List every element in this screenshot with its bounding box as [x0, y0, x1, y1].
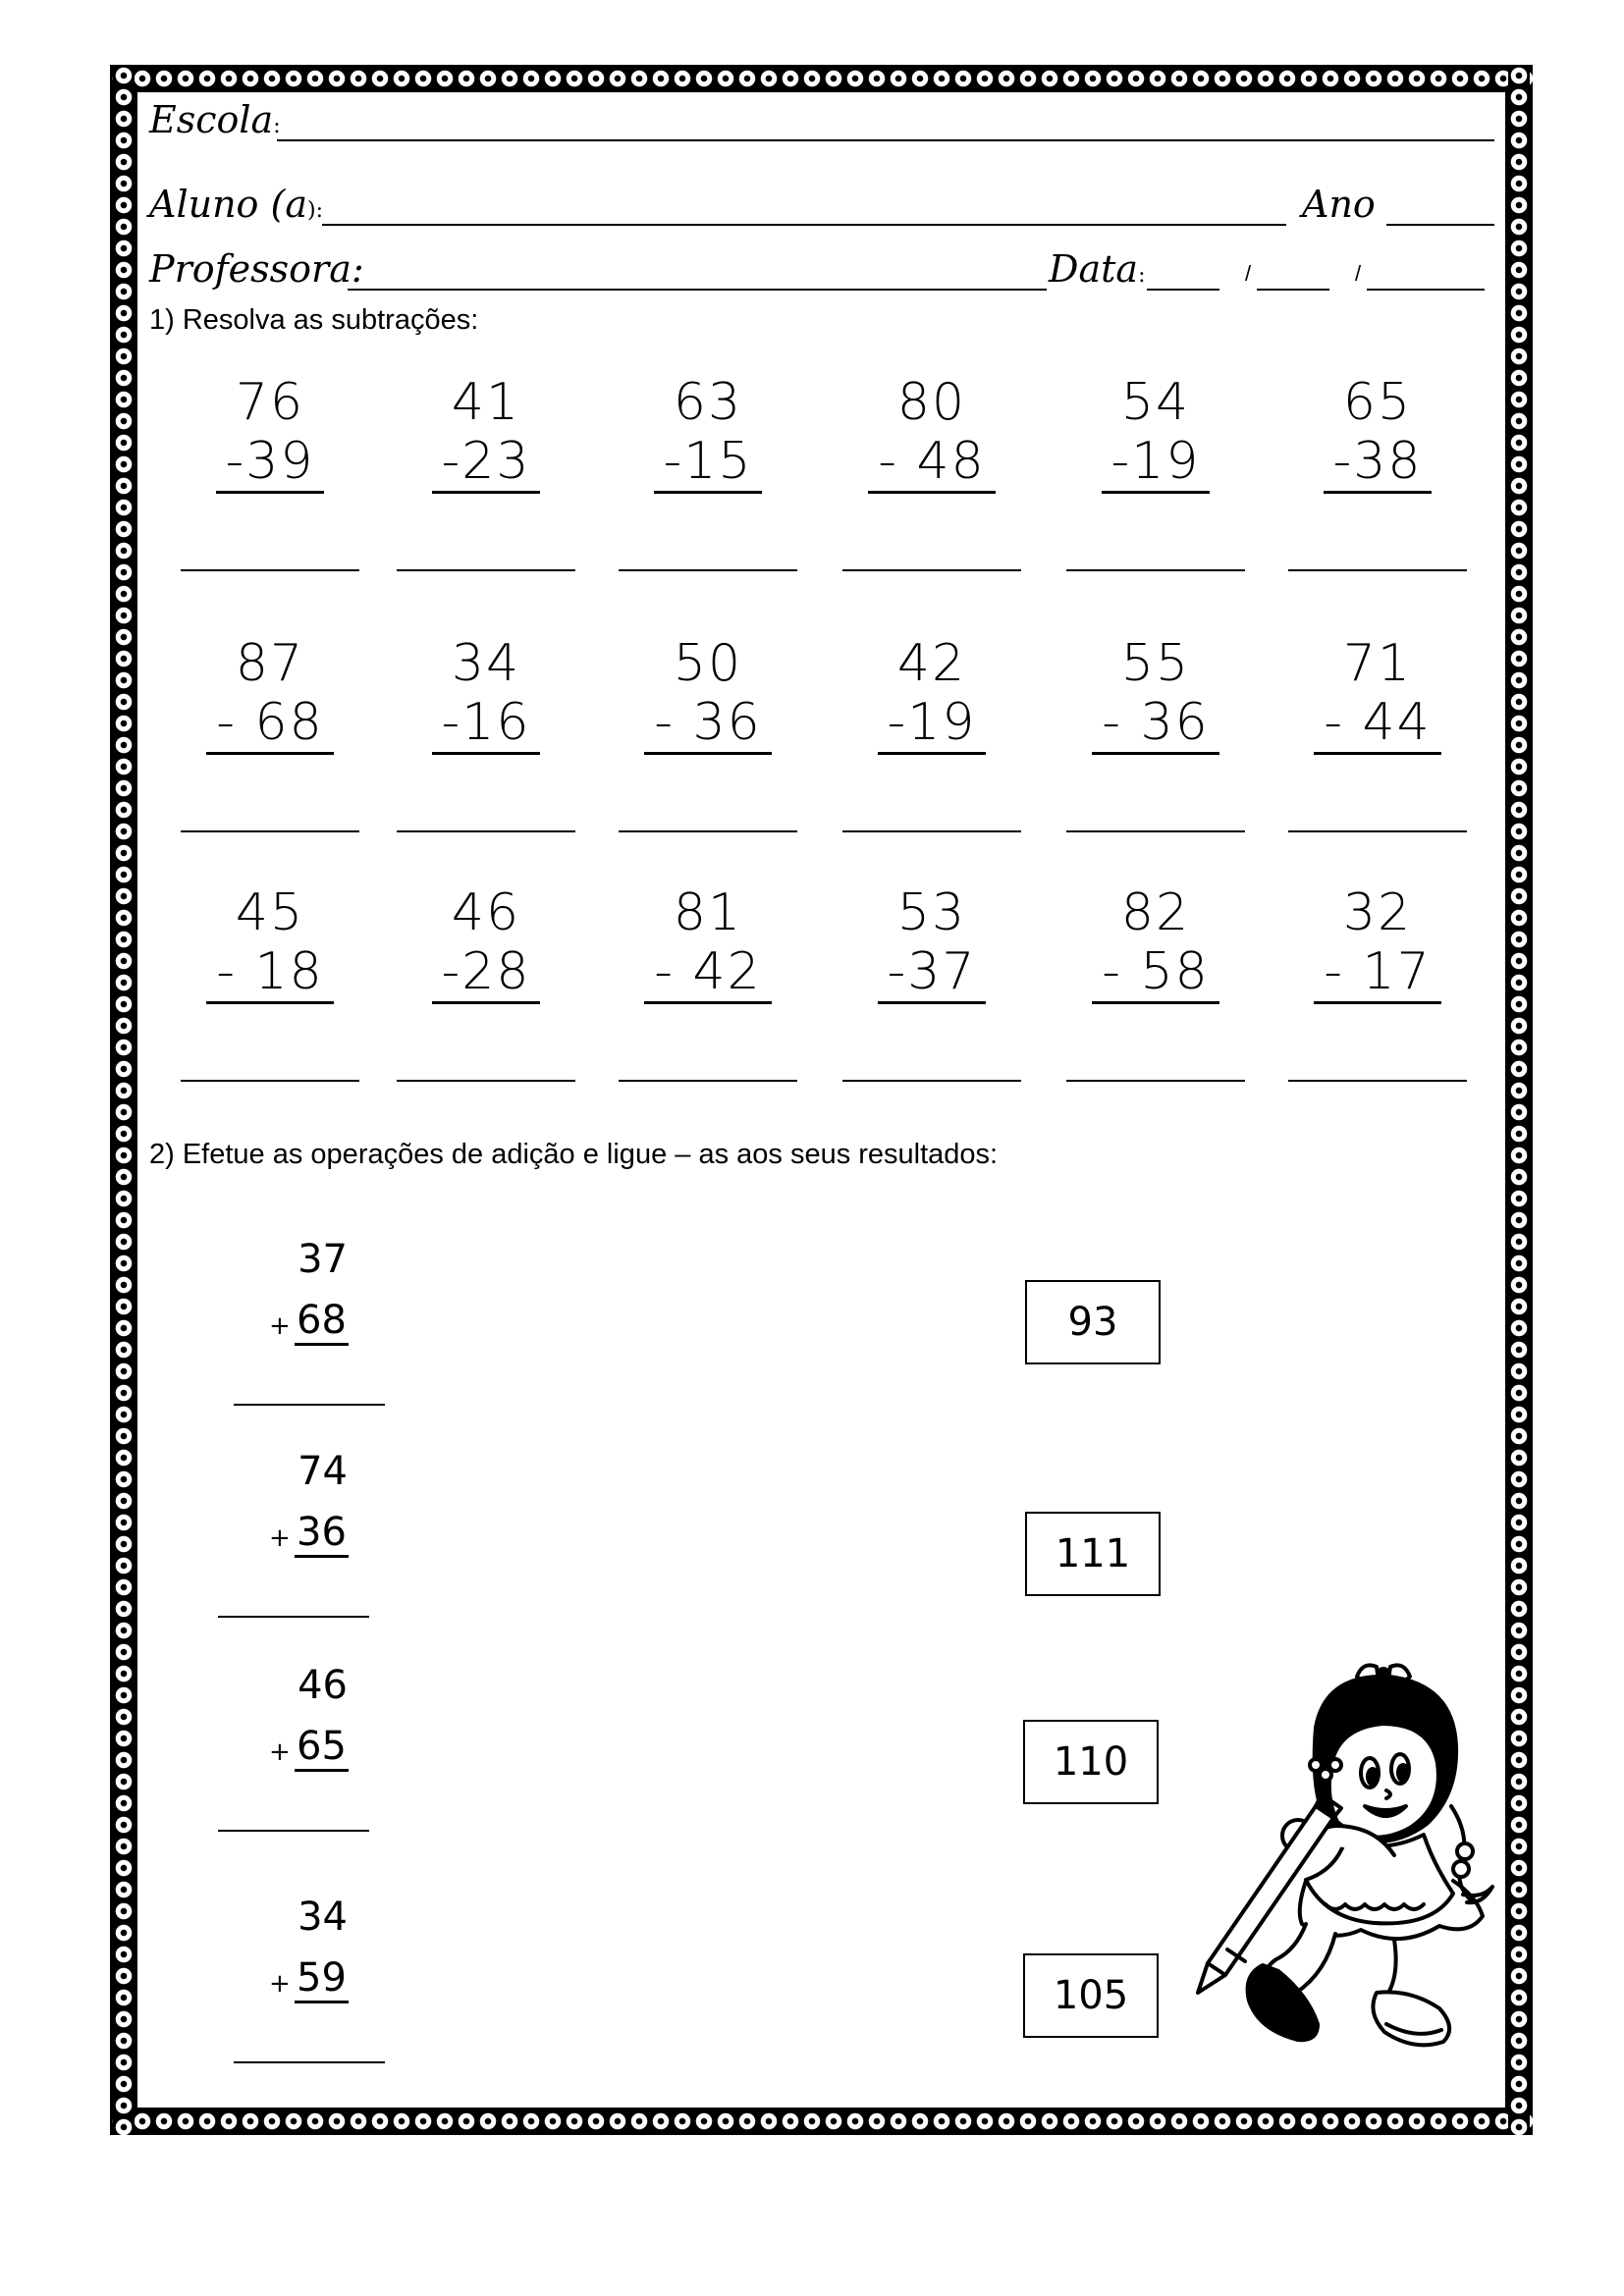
result-box[interactable]: 93: [1025, 1280, 1161, 1364]
subtrahend: -19: [878, 693, 987, 755]
subtraction-problem: [177, 883, 363, 1004]
date-slash: /: [1245, 261, 1252, 286]
plus-sign: +: [269, 1969, 291, 1999]
answer-line[interactable]: [234, 1404, 385, 1406]
subtrahend: - 48: [868, 432, 995, 494]
subtraction-problem: [615, 883, 801, 1004]
professora-field-line[interactable]: [348, 289, 1047, 291]
minuend: 81: [673, 883, 743, 942]
escola-label: Escola:: [149, 98, 281, 141]
subtraction-problem: [1284, 883, 1471, 1004]
subtrahend: - 36: [1092, 693, 1218, 755]
subtrahend: -23: [432, 432, 541, 494]
subtrahend: - 58: [1092, 942, 1218, 1004]
border-beads-left: [113, 65, 135, 2135]
minuend: 80: [896, 373, 967, 432]
aluno-field-line[interactable]: [322, 224, 1286, 226]
aluno-label: Aluno (a):: [149, 183, 323, 226]
result-box[interactable]: 105: [1023, 1953, 1159, 2038]
subtrahend: -16: [432, 693, 541, 755]
subtraction-problem: [1062, 373, 1249, 494]
escola-field-line[interactable]: [277, 139, 1494, 141]
date-month-line[interactable]: [1257, 289, 1329, 291]
subtraction-problem: [615, 634, 801, 755]
subtraction-problem: [177, 634, 363, 755]
minuend: 76: [235, 373, 305, 432]
answer-line[interactable]: [619, 830, 797, 832]
answer-line[interactable]: [397, 569, 575, 571]
answer-line[interactable]: [218, 1616, 369, 1618]
answer-line[interactable]: [397, 1080, 575, 1082]
subtraction-problem: [393, 634, 579, 755]
addend-bottom: 68: [295, 1298, 349, 1346]
addend-top: 37: [298, 1237, 348, 1282]
border-beads-bottom: [110, 2110, 1533, 2132]
subtraction-problem: [1284, 634, 1471, 755]
answer-line[interactable]: [842, 830, 1021, 832]
subtrahend: -38: [1324, 432, 1433, 494]
answer-line[interactable]: [1066, 830, 1245, 832]
answer-line[interactable]: [234, 2061, 385, 2063]
answer-line[interactable]: [181, 830, 359, 832]
minuend: 32: [1342, 883, 1413, 942]
addend-top: 46: [298, 1663, 348, 1708]
minuend: 34: [451, 634, 521, 693]
subtrahend: - 44: [1314, 693, 1440, 755]
minuend: 50: [673, 634, 743, 693]
plus-sign: +: [269, 1311, 291, 1341]
subtrahend: -39: [216, 432, 325, 494]
answer-line[interactable]: [1066, 1080, 1245, 1082]
subtrahend: -28: [432, 942, 541, 1004]
subtraction-problem: [393, 373, 579, 494]
plus-sign: +: [269, 1523, 291, 1553]
ano-label: Ano: [1302, 183, 1376, 226]
subtraction-problem: [1284, 373, 1471, 494]
addend-top: 34: [298, 1895, 348, 1940]
subtrahend: - 42: [644, 942, 771, 1004]
minuend: 55: [1120, 634, 1191, 693]
ano-field-line[interactable]: [1386, 224, 1494, 226]
answer-line[interactable]: [842, 569, 1021, 571]
minuend: 41: [451, 373, 521, 432]
result-box[interactable]: 110: [1023, 1720, 1159, 1804]
minuend: 54: [1120, 373, 1191, 432]
subtraction-problem: [393, 883, 579, 1004]
border-beads-right: [1508, 65, 1530, 2135]
minuend: 63: [673, 373, 743, 432]
professora-label: Professora:: [149, 247, 364, 291]
addend-bottom: 59: [295, 1955, 349, 2003]
subtraction-problem: [839, 373, 1025, 494]
question-1-instruction: 1) Resolva as subtrações:: [149, 304, 479, 336]
minuend: 53: [896, 883, 967, 942]
date-slash: /: [1355, 261, 1362, 286]
addend-bottom: 36: [295, 1510, 349, 1558]
minuend: 45: [235, 883, 305, 942]
subtraction-problem: [1062, 883, 1249, 1004]
answer-line[interactable]: [181, 1080, 359, 1082]
question-2-instruction: 2) Efetue as operações de adição e ligue – as aos seus resultados:: [149, 1139, 999, 1170]
subtrahend: -37: [878, 942, 987, 1004]
addend-top: 74: [298, 1449, 348, 1494]
minuend: 87: [235, 634, 305, 693]
answer-line[interactable]: [1288, 830, 1467, 832]
subtrahend: - 68: [206, 693, 333, 755]
answer-line[interactable]: [619, 1080, 797, 1082]
subtraction-problem: [615, 373, 801, 494]
subtrahend: - 18: [206, 942, 333, 1004]
answer-line[interactable]: [1288, 1080, 1467, 1082]
addend-bottom: 65: [295, 1724, 349, 1772]
answer-line[interactable]: [1066, 569, 1245, 571]
subtraction-problem: [177, 373, 363, 494]
answer-line[interactable]: [397, 830, 575, 832]
plus-sign: +: [269, 1737, 291, 1767]
minuend: 46: [451, 883, 521, 942]
subtraction-problem: [839, 883, 1025, 1004]
subtrahend: - 17: [1314, 942, 1440, 1004]
subtrahend: - 36: [644, 693, 771, 755]
data-label: Data:: [1049, 247, 1146, 291]
date-year-line[interactable]: [1367, 289, 1485, 291]
answer-line[interactable]: [181, 569, 359, 571]
answer-line[interactable]: [218, 1830, 369, 1832]
answer-line[interactable]: [1288, 569, 1467, 571]
result-box[interactable]: 111: [1025, 1512, 1161, 1596]
answer-line[interactable]: [842, 1080, 1021, 1082]
minuend: 42: [896, 634, 967, 693]
subtrahend: -15: [654, 432, 763, 494]
answer-line[interactable]: [619, 569, 797, 571]
date-day-line[interactable]: [1147, 289, 1219, 291]
subtrahend: -19: [1102, 432, 1211, 494]
border-beads-top: [110, 68, 1533, 89]
subtraction-problem: [839, 634, 1025, 755]
minuend: 65: [1342, 373, 1413, 432]
subtraction-problem: [1062, 634, 1249, 755]
minuend: 71: [1342, 634, 1413, 693]
girl-with-pencil-illustration: [1168, 1659, 1507, 2071]
minuend: 82: [1120, 883, 1191, 942]
